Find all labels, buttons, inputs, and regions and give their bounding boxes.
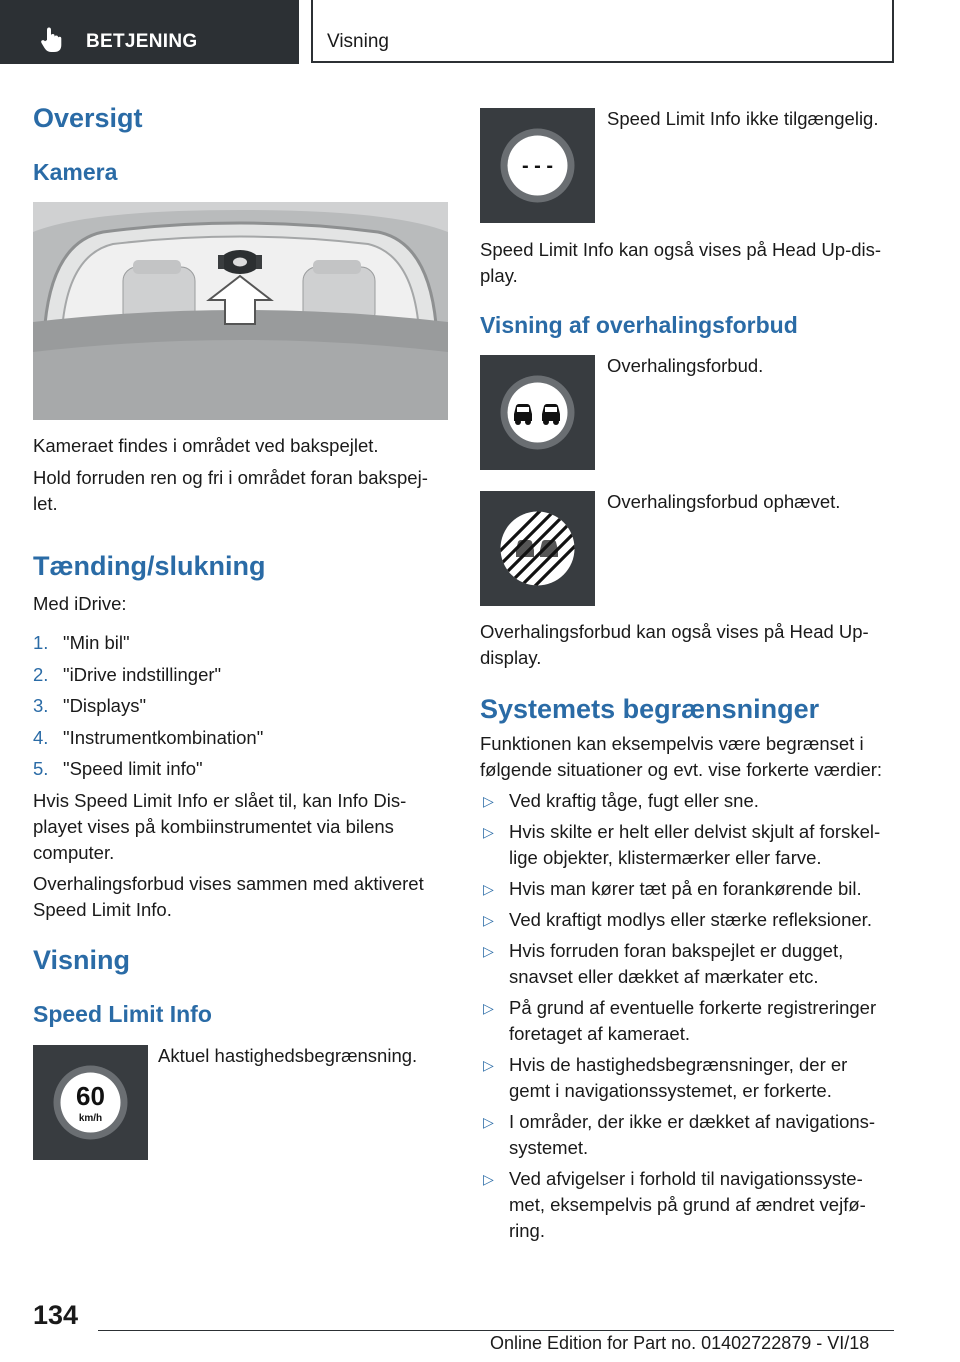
limit-line: Ved afvigelser i forhold til navigationssyste- — [509, 1168, 863, 1189]
bullet-triangle-icon: ▷ — [483, 793, 494, 809]
unavailable-caption: Speed Limit Info ikke tilgængelig. — [607, 108, 879, 129]
limit-line: lige objekter, klistermærker eller farve. — [509, 847, 822, 868]
current-limit-caption: Aktuel hastighedsbegrænsning. — [158, 1045, 418, 1066]
bullet-triangle-icon: ▷ — [483, 824, 494, 840]
hud-paragraph-line-1: Speed Limit Info kan også vises på Head Up-dis- — [480, 239, 882, 260]
list-item — [480, 1109, 900, 1161]
list-item — [480, 876, 900, 902]
step-label: "Min bil" — [63, 632, 130, 653]
limit-line: met, eksempelvis på grund af ændret vejfø- — [509, 1194, 866, 1215]
list-item — [480, 1052, 900, 1104]
heading-overtake-display: Visning af overhalingsforbud — [480, 312, 798, 338]
heading-system-limits: Systemets begrænsninger — [480, 694, 820, 724]
no-overtaking-sign-icon — [480, 355, 595, 470]
end-no-overtaking-sign-icon — [480, 491, 595, 606]
bullet-triangle-icon: ▷ — [483, 1057, 494, 1073]
speed-limit-unavailable-icon — [480, 108, 595, 223]
speed-unit-text: km/h — [78, 1113, 103, 1124]
hand-pointer-icon — [38, 26, 66, 54]
heading-on-off: Tænding/slukning — [33, 551, 266, 581]
limit-line: I områder, der ikke er dækket af navigations- — [509, 1111, 876, 1132]
bullet-triangle-icon: ▷ — [483, 943, 494, 959]
bullet-triangle-icon: ▷ — [483, 881, 494, 897]
limit-line: foretaget af kameraet. — [509, 1023, 690, 1044]
limit-line: Ved kraftig tåge, fugt eller sne. — [509, 790, 759, 811]
limit-line: ring. — [509, 1220, 545, 1241]
overtake-paragraph-line-2: Speed Limit Info. — [33, 899, 172, 920]
step-label: "Displays" — [63, 695, 147, 717]
heading-camera: Kamera — [33, 159, 118, 185]
info-paragraph-line-2: playet vises på kombiinstrumentet via bilens — [33, 816, 394, 837]
limit-line: Hvis forruden foran bakspejlet er dugget, — [509, 940, 844, 961]
limits-intro-line-2: følgende situationer og evt. vise forkerte værdier: — [480, 759, 883, 780]
overtake-paragraph-line-1: Overhalingsforbud vises sammen med aktiveret — [33, 873, 424, 894]
on-off-intro: Med iDrive: — [33, 593, 127, 614]
list-item — [33, 627, 453, 659]
limit-line: systemet. — [509, 1137, 589, 1158]
speed-limit-sign-icon — [33, 1045, 148, 1160]
step-number: 5. — [33, 758, 49, 780]
heading-speed-limit-info: Speed Limit Info — [33, 1001, 212, 1027]
limit-line: Hvis man kører tæt på en forankørende bil. — [509, 878, 862, 899]
list-item — [480, 995, 900, 1047]
limits-intro-line-1: Funktionen kan eksempelvis være begrænset i — [480, 733, 864, 754]
list-item — [33, 659, 453, 691]
step-label: "iDrive indstillinger" — [63, 663, 222, 685]
bullet-triangle-icon: ▷ — [483, 912, 494, 928]
overtake-end-caption: Overhalingsforbud ophævet. — [607, 491, 841, 512]
chapter-title: Visning — [327, 31, 389, 52]
heading-overview: Oversigt — [33, 103, 143, 133]
step-number: 2. — [33, 663, 49, 685]
camera-paragraph-2-line-2: let. — [33, 493, 58, 514]
step-number: 4. — [33, 726, 49, 748]
bullet-triangle-icon: ▷ — [483, 1114, 494, 1130]
list-item — [480, 819, 900, 871]
limit-line: På grund af eventuelle forkerte registreringer — [509, 997, 877, 1018]
bullet-triangle-icon: ▷ — [483, 1000, 494, 1016]
footer-divider — [98, 1330, 894, 1331]
camera-paragraph-2-line-1: Hold forruden ren og fri i området foran bakspej- — [33, 467, 428, 488]
limit-line: Hvis skilte er helt eller delvist skjult af forskel- — [509, 821, 881, 842]
list-item — [480, 907, 900, 933]
list-item — [480, 938, 900, 990]
step-label: "Instrumentkombination" — [63, 726, 264, 748]
header-section-tab — [0, 0, 299, 64]
list-item — [33, 722, 453, 754]
step-label: "Speed limit info" — [63, 758, 203, 780]
step-number: 3. — [33, 695, 49, 717]
speed-value-text: 60 — [76, 1081, 105, 1111]
limit-line: gemt i navigationssystemet, er forkerte. — [509, 1080, 832, 1101]
info-paragraph-line-3: computer. — [33, 842, 115, 863]
section-title: BETJENING — [86, 31, 198, 52]
limit-line: Ved kraftigt modlys eller stærke refleksioner. — [509, 909, 872, 930]
unavailable-dashes-text: - - - — [521, 155, 554, 177]
info-paragraph-line-1: Hvis Speed Limit Info er slået til, kan Info Dis- — [33, 790, 407, 811]
limit-line: Hvis de hastighedsbegrænsninger, der er — [509, 1054, 848, 1075]
bullet-triangle-icon: ▷ — [483, 1171, 494, 1187]
list-item — [33, 753, 453, 785]
hud-paragraph-line-2: play. — [480, 265, 518, 286]
overtake-hud-line-2: display. — [480, 647, 542, 668]
list-item — [33, 690, 453, 722]
page-number: 134 — [33, 1300, 79, 1330]
chapter-tab — [311, 0, 894, 63]
list-item — [480, 788, 900, 814]
step-number: 1. — [33, 632, 49, 653]
overtake-caption: Overhalingsforbud. — [607, 355, 764, 376]
limitations-list — [480, 788, 900, 1249]
limit-line: snavset eller dækket af mærkater etc. — [509, 966, 819, 987]
menu-steps-list — [33, 627, 453, 785]
overtake-hud-line-1: Overhalingsforbud kan også vises på Head Up- — [480, 621, 869, 642]
camera-paragraph-1: Kameraet findes i området ved bakspejlet. — [33, 435, 379, 456]
camera-location-photo — [33, 202, 448, 420]
edition-note: Online Edition for Part no. 01402722879 - VI/18 — [490, 1333, 870, 1353]
heading-display: Visning — [33, 945, 131, 975]
list-item — [480, 1166, 900, 1244]
